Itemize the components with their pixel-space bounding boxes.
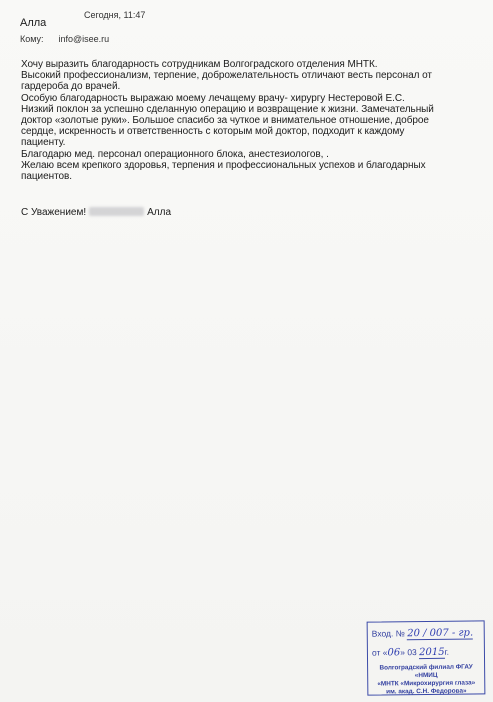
stamp-date-year: 2015 [419,646,445,659]
body-line: Особую благодарность выражаю моему лечащему врачу- хирургу Нестеровой Е.С. [21,92,405,104]
signature [21,207,171,218]
body-line: пациентов. [21,171,72,183]
body-line: сердце, искренность и ответственность с которым мой доктор, подходит к каждому [21,126,405,138]
recipient-label: Кому: [20,34,44,44]
redacted-surname [89,207,144,216]
body-line: Низкий поклон за успешно сделанную операцию и возвращение к жизни. Замечательный [21,103,434,115]
email-date: Сегодня, 11:47 [84,10,146,20]
stamp-date-mid: » 03 [400,647,417,658]
stamp-org-line: Волгоградский филиал ФГАУ «НМИЦ [379,663,473,680]
email-sender: Алла [20,17,47,29]
stamp-entry-row [372,628,474,641]
stamp-date-prefix: от « [371,647,388,658]
signature-name: Алла [147,207,172,218]
signature-prefix: С Уважением! [21,207,87,218]
stamp-date-day: 06 [387,647,401,659]
stamp-date-row [372,647,449,660]
recipient-email: info@isee.ru [58,34,110,44]
body-line: пациенту. [21,137,66,149]
body-line: гардероба до врачей. [21,81,121,93]
stamp-organization [370,663,482,696]
email-recipient-row [20,34,109,44]
stamp-entry-label: Вход. № [371,628,405,639]
body-line: Желаю всем крепкого здоровья, терпения и профессиональных успехов и благодарных [21,159,426,171]
stamp-org-line: «МНТК «Микрохирургия глаза» [377,679,476,688]
body-line: Высокий профессионализм, терпение, доброжелательность отличают весть персонал от [21,70,432,82]
stamp-org-line: им. акад. С.Н. Федорова» [386,687,467,696]
body-line: доктор «золотые руки». Большое спасибо за чуткое и внимательное отношение, доброе [21,115,429,127]
stamp-entry-number: 20 / 007 - гр. [407,627,474,640]
registration-stamp [367,620,486,695]
letter-body [21,59,466,182]
body-line: Благодарю мед. персонал операционного блока, анестезиологов, . [21,148,329,160]
stamp-date-suffix: г. [444,646,450,657]
body-line: Хочу выразить благодарность сотрудникам Волгоградского отделения МНТК. [21,59,378,70]
